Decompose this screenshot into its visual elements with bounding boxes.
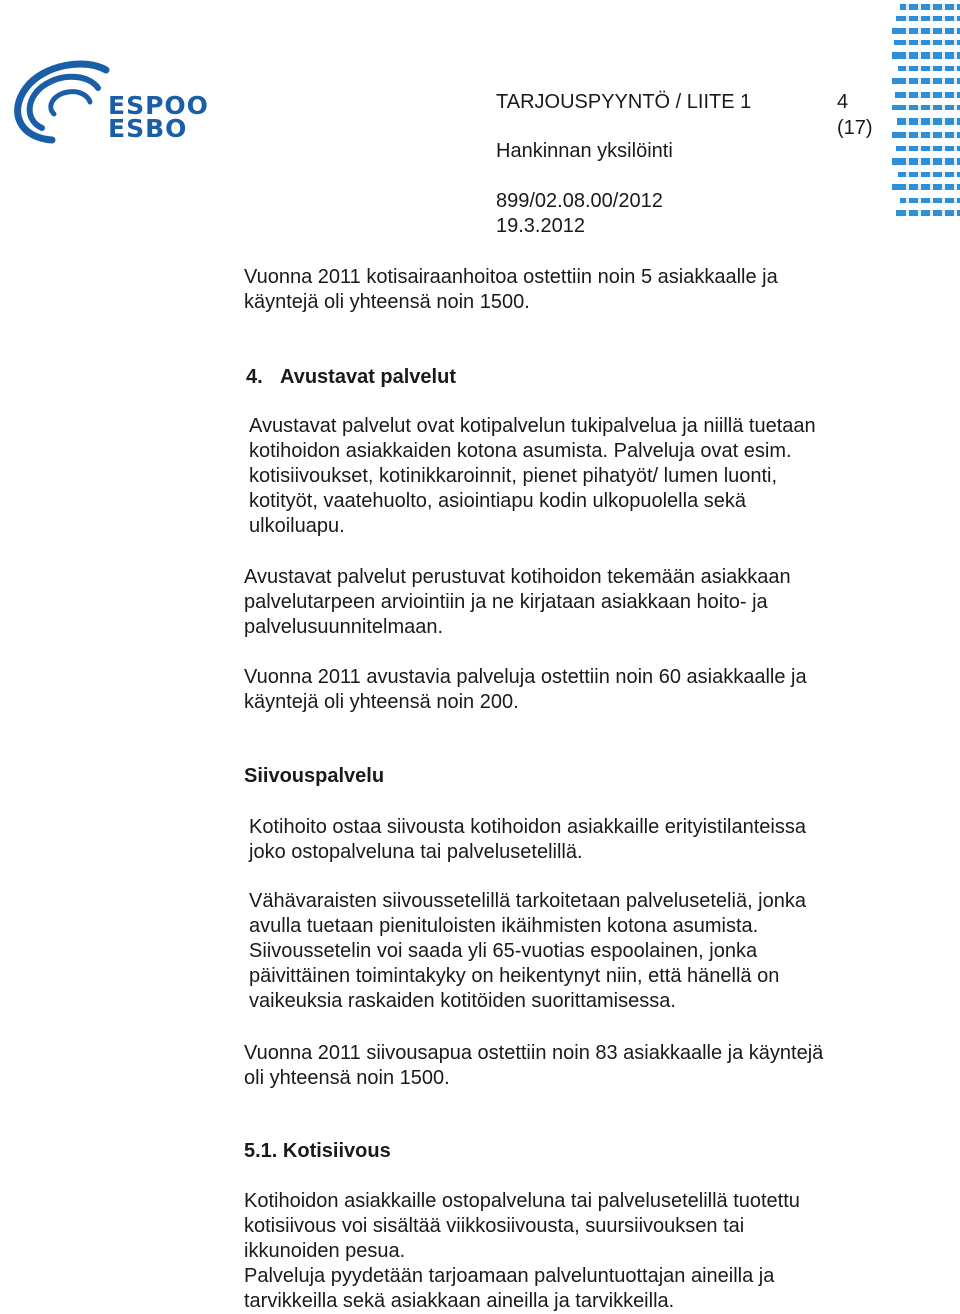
text-line: Palveluja pyydetään tarjoamaan palveluntuottajan aineilla ja bbox=[244, 1265, 775, 1287]
text-line: kotityöt, vaatehuolto, asiointiapu kodin ulkopuolella sekä bbox=[249, 490, 746, 512]
section-title: Avustavat palvelut bbox=[280, 366, 456, 388]
espoo-swirl-icon bbox=[0, 50, 120, 150]
text-line: kotihoidon asiakkaiden kotona asumista. Palveluja ovat esim. bbox=[249, 440, 792, 462]
text-line: Vuonna 2011 kotisairaanhoitoa ostettiin noin 5 asiakkaalle ja bbox=[244, 266, 778, 288]
text-line: Avustavat palvelut ovat kotipalvelun tukipalvelua ja niillä tuetaan bbox=[249, 415, 816, 437]
logo-text-espoo: ESPOO bbox=[108, 91, 209, 120]
text-line: oli yhteensä noin 1500. bbox=[244, 1067, 450, 1089]
text-line: palvelutarpeen arviointiin ja ne kirjataan asiakkaan hoito- ja bbox=[244, 591, 768, 613]
siivous-paragraph-3 bbox=[244, 1041, 823, 1091]
text-line: vaikeuksia raskaiden kotitöiden suorittamisessa. bbox=[249, 990, 676, 1012]
text-line: Kotihoito ostaa siivousta kotihoidon asiakkaille erityistilanteissa bbox=[249, 816, 806, 838]
text-line: käyntejä oli yhteensä noin 200. bbox=[244, 691, 519, 713]
text-line: Vuonna 2011 siivousapua ostettiin noin 83 asiakkaalle ja käyntejä bbox=[244, 1042, 824, 1064]
text-line: palvelusuunnitelmaan. bbox=[244, 616, 444, 638]
text-line: Vähävaraisten siivoussetelillä tarkoitetaan palveluseteliä, jonka bbox=[249, 890, 806, 912]
siivous-paragraph-2 bbox=[249, 889, 806, 1014]
document-date: 19.3.2012 bbox=[496, 215, 585, 237]
text-line: ulkoiluapu. bbox=[249, 515, 345, 537]
text-line: kotisiivoukset, kotinikkaroinnit, pienet pihatyöt/ lumen luonti, bbox=[249, 465, 778, 487]
text-line: avulla tuetaan pienituloisten ikäihmisten kotona asumista. bbox=[249, 915, 759, 937]
text-line: päivittäinen toimintakyky on heikentynyt niin, että hänellä on bbox=[249, 965, 780, 987]
decorative-pattern bbox=[892, 0, 960, 220]
text-line: Vuonna 2011 avustavia palveluja ostettiin noin 60 asiakkaalle ja bbox=[244, 666, 807, 688]
section4-paragraph-1 bbox=[249, 414, 816, 539]
espoo-logo bbox=[0, 50, 209, 150]
siivous-paragraph-1 bbox=[249, 815, 806, 865]
text-line: Avustavat palvelut perustuvat kotihoidon tekemään asiakkaan bbox=[244, 566, 791, 588]
section51-paragraph bbox=[244, 1189, 800, 1314]
section-title-5-1: 5.1. Kotisiivous bbox=[244, 1140, 391, 1162]
logo-text-esbo: ESBO bbox=[108, 114, 188, 143]
page-total: (17) bbox=[837, 117, 873, 139]
intro-paragraph bbox=[244, 265, 778, 315]
text-line: käyntejä oli yhteensä noin 1500. bbox=[244, 291, 530, 313]
document-title: TARJOUSPYYNTÖ / LIITE 1 bbox=[496, 91, 752, 113]
text-line: tarvikkeilla sekä asiakkaan aineilla ja tarvikkeilla. bbox=[244, 1290, 675, 1312]
page-number: 4 bbox=[837, 91, 849, 113]
text-line: ikkunoiden pesua. bbox=[244, 1240, 406, 1262]
text-line: Kotihoidon asiakkaille ostopalveluna tai palvelusetelillä tuotettu bbox=[244, 1190, 800, 1212]
document-code: 899/02.08.00/2012 bbox=[496, 190, 663, 212]
text-line: Siivoussetelin voi saada yli 65-vuotias espoolainen, jonka bbox=[249, 940, 758, 962]
section4-paragraph-2 bbox=[244, 565, 791, 640]
document-subtitle: Hankinnan yksilöinti bbox=[496, 140, 673, 162]
section-number: 4. bbox=[246, 366, 263, 388]
subsection-title: Siivouspalvelu bbox=[244, 765, 385, 787]
text-line: joko ostopalveluna tai palvelusetelillä. bbox=[249, 841, 583, 863]
section4-paragraph-3 bbox=[244, 665, 807, 715]
text-line: kotisiivous voi sisältää viikkosiivousta, suursiivouksen tai bbox=[244, 1215, 745, 1237]
